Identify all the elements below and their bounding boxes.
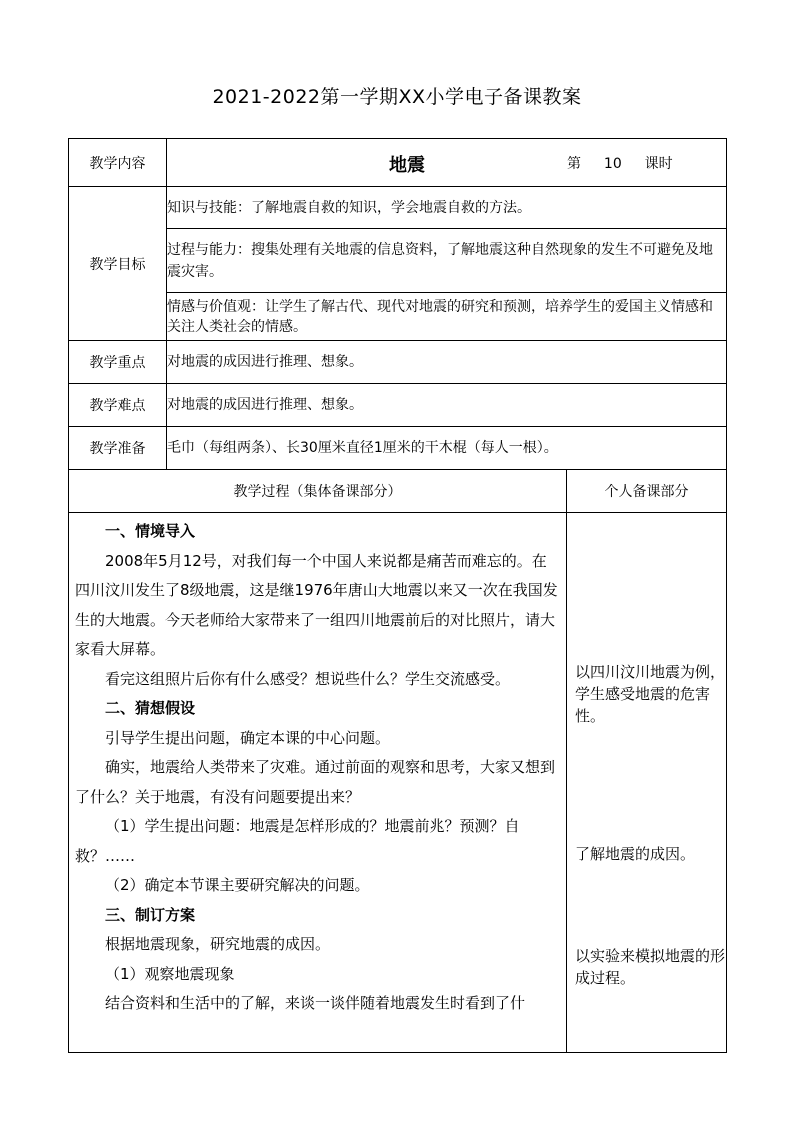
lesson-number-prefix: 第 — [567, 156, 581, 172]
key-point-label: 教学重点 — [69, 341, 167, 384]
process-header: 教学过程（集体备课部分） — [69, 470, 567, 513]
difficulty-text: 对地震的成因进行推理、想象。 — [167, 384, 727, 427]
note-1: 以四川汶川地震为例，学生感受地震的危害性。 — [575, 663, 726, 725]
objective-row-2 — [69, 229, 727, 293]
process-section-heading: 一、情境导入 — [105, 522, 196, 540]
note-3: 以实验来模拟地震的形成过程。 — [575, 947, 726, 987]
key-point-text: 对地震的成因进行推理、想象。 — [167, 341, 727, 384]
difficulty-label: 教学难点 — [69, 384, 167, 427]
process-paragraph: （1）学生提出问题：地震是怎样形成的？地震前兆？预测？自救？…… — [75, 817, 520, 865]
lesson-content-label: 教学内容 — [69, 139, 167, 187]
lesson-content-row — [69, 139, 727, 187]
lesson-number-suffix: 课时 — [644, 156, 673, 172]
process-paragraph: 根据地震现象，研究地震的成因。 — [105, 935, 331, 953]
document-title: 2021-2022第一学期XX小学电子备课教案 — [212, 86, 582, 108]
teaching-process — [69, 513, 567, 1053]
process-paragraph: 2008年5月12号，对我们每一个中国人来说都是痛苦而难忘的。在四川汶川发生了8级地震，这是继1976年唐山大地震以来又一次在我国发生的大地震。今天老师给大家带来了一组四川地震前后的对比照片，请大家看大屏幕。 — [75, 551, 558, 658]
lesson-content-cell — [167, 139, 727, 187]
key-point-row — [69, 341, 727, 384]
objective-knowledge: 知识与技能：了解地震自救的知识，学会地震自救的方法。 — [167, 187, 727, 229]
process-paragraph: 结合资料和生活中的了解，来谈一谈伴随着地震发生时看到了什 — [105, 994, 526, 1012]
process-paragraph: （2）确定本节课主要研究解决的问题。 — [105, 876, 370, 894]
lesson-name: 地震 — [389, 155, 425, 176]
difficulty-row — [69, 384, 727, 427]
personal-header: 个人备课部分 — [567, 470, 727, 513]
lesson-number — [567, 153, 673, 173]
process-paragraph: 引导学生提出问题，确定本课的中心问题。 — [105, 728, 391, 747]
process-paragraph: （1）观察地震现象 — [105, 964, 235, 983]
preparation-row — [69, 427, 727, 470]
process-paragraph: 确实，地震给人类带来了灾难。通过前面的观察和思考，大家又想到了什么？关于地震，有没有问题要提出来？ — [75, 758, 556, 806]
process-section-heading: 二、猜想假设 — [105, 699, 196, 717]
lesson-number-value: 10 — [603, 156, 622, 172]
process-paragraph: 看完这组照片后你有什么感受？想说些什么？学生交流感受。 — [105, 669, 511, 688]
lesson-plan-table — [68, 138, 727, 1053]
preparation-label: 教学准备 — [69, 427, 167, 470]
process-row — [69, 513, 727, 1053]
objective-process: 过程与能力：搜集处理有关地震的信息资料，了解地震这种自然现象的发生不可避免及地震灾害。 — [167, 229, 727, 293]
process-header-row — [69, 470, 727, 513]
process-section-heading: 三、制订方案 — [105, 905, 196, 924]
objective-emotion: 情感与价值观：让学生了解古代、现代对地震的研究和预测，培养学生的爱国主义情感和关注人类社会的情感。 — [167, 293, 727, 341]
objective-row-1 — [69, 187, 727, 229]
note-2: 了解地震的成因。 — [575, 845, 696, 863]
personal-notes — [567, 513, 727, 1053]
objectives-label: 教学目标 — [69, 187, 167, 341]
preparation-text: 毛巾（每组两条）、长30厘米直径1厘米的干木棍（每人一根）。 — [167, 427, 727, 470]
objective-row-3 — [69, 293, 727, 341]
